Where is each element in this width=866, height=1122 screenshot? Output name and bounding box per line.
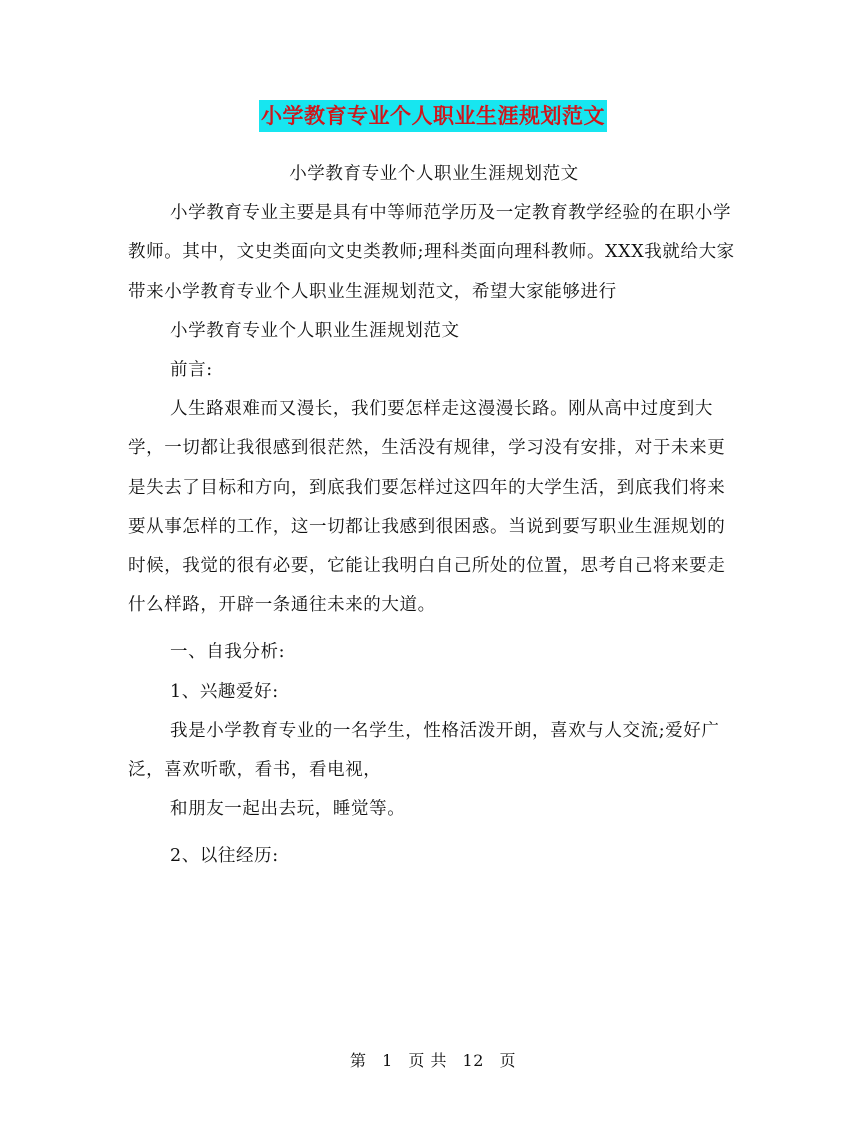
title-container <box>0 100 866 132</box>
paragraph-interests: 我是小学教育专业的一名学生，性格活泼开朗，喜欢与人交流;爱好广泛，喜欢听歌，看书，看电视， <box>128 720 720 781</box>
document-body <box>128 155 740 877</box>
footer-suffix: 页 <box>499 1051 517 1070</box>
subheading-interests: 1、兴趣爱好: <box>170 681 279 702</box>
paragraph-preface-label: 前言: <box>170 360 213 381</box>
document-subtitle: 小学教育专业个人职业生涯规划范文 <box>289 164 579 184</box>
footer-total-pages: 12 <box>462 1051 484 1070</box>
footer-current-page: 1 <box>382 1051 393 1070</box>
footer-middle: 页 共 <box>408 1051 447 1070</box>
paragraph-intro: 小学教育专业主要是具有中等师范学历及一定教育教学经验的在职小学教师。其中，文史类面向文史类教师;理科类面向理科教师。XXX我就给大家带来小学教育专业个人职业生涯规划范文，希望大家能够进行 <box>128 203 735 302</box>
paragraph-interests-continued: 和朋友一起出去玩，睡觉等。 <box>170 799 406 820</box>
paragraph-heading: 小学教育专业个人职业生涯规划范文 <box>170 320 460 341</box>
subheading-past-experience: 2、以往经历: <box>170 846 279 867</box>
page-footer <box>0 1048 866 1071</box>
footer-prefix: 第 <box>349 1051 367 1070</box>
paragraph-preface-body: 人生路艰难而又漫长，我们要怎样走这漫漫长路。刚从高中过度到大学，一切都让我很感到很茫然，生活没有规律，学习没有安排，对于未来更是失去了目标和方向，到底我们要怎样过这四年的大学生活，到底我们将来要从事怎样的工作，这一切都让我感到很困惑。当说到要写职业生涯规划的时候，我觉的很有必要，它能让我明白自己所处的位置，思考自己将来要走什么样路，开辟一条通往未来的大道。 <box>128 399 726 616</box>
section-heading-self-analysis: 一、自我分析: <box>170 642 286 663</box>
document-title: 小学教育专业个人职业生涯规划范文 <box>259 100 607 132</box>
